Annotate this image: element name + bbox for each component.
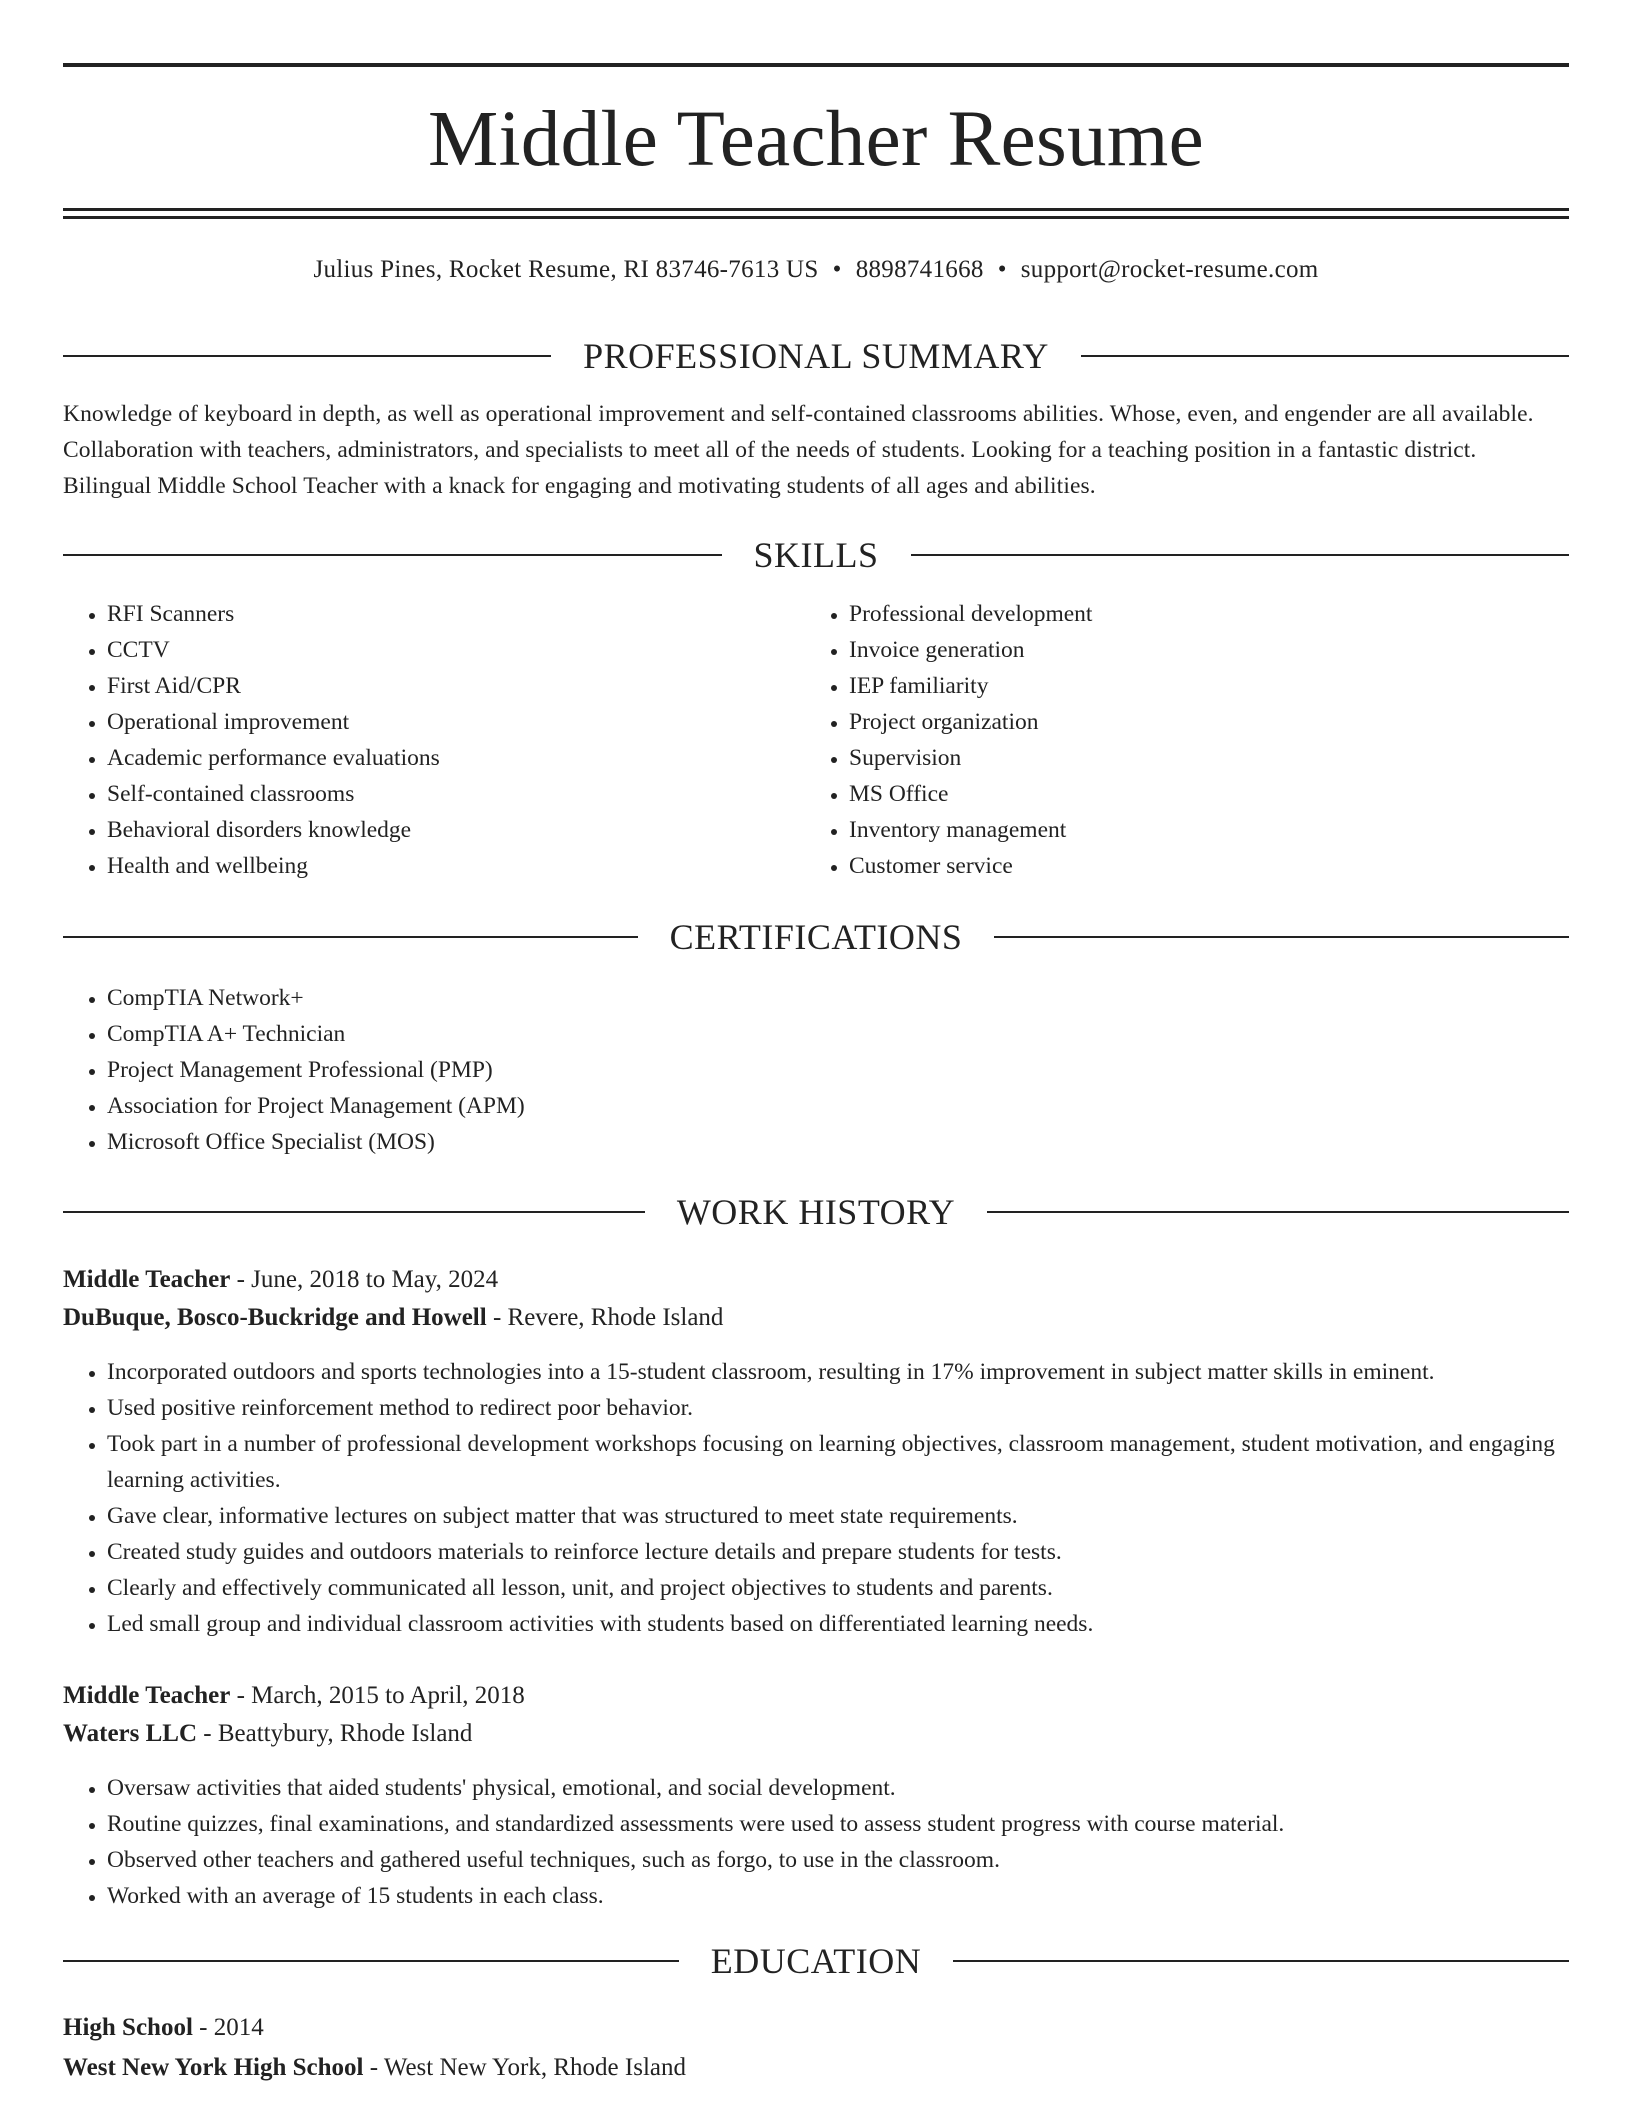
certification-item: • Project Management Professional (PMP) bbox=[107, 1052, 1507, 1088]
job-company: DuBuque, Bosco-Buckridge and Howell bbox=[63, 1304, 487, 1331]
job-bullet: • Took part in a number of professional development workshops focusing on learning objectives, classroom management, student motivation, and engaging learning activities. bbox=[107, 1426, 1613, 1498]
contact-separator: • bbox=[832, 256, 842, 283]
job-bullet: • Incorporated outdoors and sports technologies into a 15-student classroom, resulting in 17% improvement in subject matter skills in eminent. bbox=[107, 1354, 1613, 1390]
skills-heading bbox=[63, 533, 1569, 577]
job-location: - Beattybury, Rhode Island bbox=[197, 1720, 473, 1747]
job-company-line bbox=[63, 1299, 1569, 1337]
job-bullet: • Routine quizzes, final examinations, and standardized assessments were used to assess student progress with course material. bbox=[107, 1806, 1613, 1842]
education-heading bbox=[63, 1939, 1569, 1983]
certification-item: • Microsoft Office Specialist (MOS) bbox=[107, 1124, 1507, 1160]
skills-list-right bbox=[805, 596, 1549, 884]
skill-item: • Supervision bbox=[849, 740, 1549, 776]
resume-title: Middle Teacher Resume bbox=[428, 96, 1204, 183]
contact-separator: • bbox=[997, 256, 1007, 283]
heading-rule bbox=[63, 355, 551, 357]
education-location: - West New York, Rhode Island bbox=[363, 2054, 686, 2081]
top-rule bbox=[63, 63, 1569, 67]
contact-line bbox=[63, 252, 1569, 288]
summary-heading-label: PROFESSIONAL SUMMARY bbox=[583, 336, 1049, 376]
education-year: - 2014 bbox=[192, 2014, 264, 2041]
skill-item: • Academic performance evaluations bbox=[107, 740, 807, 776]
certifications-heading bbox=[63, 915, 1569, 959]
job-title-line bbox=[63, 1677, 1569, 1715]
summary-text: Knowledge of keyboard in depth, as well as operational improvement and self-contained classrooms abilities. Whose, even, and engender are all available. Collaboration with teachers, administrators, and specialists to meet all of the needs of students. Looking for a teaching position in a fantastic district. Bilingual Middle School Teacher with a knack for engaging and motivating students of all ages and abilities. bbox=[63, 401, 1534, 499]
skill-item: • Operational improvement bbox=[107, 704, 807, 740]
contact-address: Julius Pines, Rocket Resume, RI 83746-7613 US bbox=[313, 256, 819, 283]
job-bullet: • Created study guides and outdoors materials to reinforce lecture details and prepare students for tests. bbox=[107, 1534, 1613, 1570]
job-bullet: • Clearly and effectively communicated all lesson, unit, and project objectives to students and parents. bbox=[107, 1570, 1613, 1606]
skill-item: • Behavioral disorders knowledge bbox=[107, 812, 807, 848]
certifications-list bbox=[63, 980, 1507, 1160]
education-degree-line bbox=[63, 2009, 1569, 2047]
job-bullets bbox=[63, 1770, 1613, 1914]
skill-item: • IEP familiarity bbox=[849, 668, 1549, 704]
heading-rule bbox=[63, 1211, 645, 1213]
summary-heading bbox=[63, 334, 1569, 378]
job-bullet: • Worked with an average of 15 students in each class. bbox=[107, 1878, 1613, 1914]
contact-email[interactable]: support@rocket-resume.com bbox=[1020, 256, 1319, 283]
job-bullet: • Gave clear, informative lectures on subject matter that was structured to meet state requirements. bbox=[107, 1498, 1613, 1534]
job-title: Middle Teacher bbox=[63, 1266, 231, 1293]
education-school: West New York High School bbox=[63, 2054, 364, 2081]
job-bullets bbox=[63, 1354, 1613, 1642]
job-dates: - March, 2015 to April, 2018 bbox=[230, 1682, 525, 1709]
job-bullet: • Used positive reinforcement method to redirect poor behavior. bbox=[107, 1390, 1613, 1426]
job-dates: - June, 2018 to May, 2024 bbox=[230, 1266, 499, 1293]
skill-item: • First Aid/CPR bbox=[107, 668, 807, 704]
title-rule-lower bbox=[63, 216, 1569, 219]
skill-item: • Professional development bbox=[849, 596, 1549, 632]
job-company: Waters LLC bbox=[63, 1720, 198, 1747]
job-bullet: • Led small group and individual classroom activities with students based on differentiated learning needs. bbox=[107, 1606, 1613, 1642]
job-bullet: • Observed other teachers and gathered useful techniques, such as forgo, to use in the classroom. bbox=[107, 1842, 1613, 1878]
skill-item: • Inventory management bbox=[849, 812, 1549, 848]
skill-item: • Customer service bbox=[849, 848, 1549, 884]
skill-item: • Invoice generation bbox=[849, 632, 1549, 668]
title-rule-upper bbox=[63, 208, 1569, 211]
job-location: - Revere, Rhode Island bbox=[486, 1304, 724, 1331]
heading-rule bbox=[63, 936, 638, 938]
work-history-heading-label: WORK HISTORY bbox=[676, 1192, 956, 1232]
education-degree: High School bbox=[63, 2014, 193, 2041]
skills-heading-label: SKILLS bbox=[753, 535, 879, 575]
skill-item: • Health and wellbeing bbox=[107, 848, 807, 884]
heading-rule bbox=[1081, 355, 1569, 357]
heading-rule bbox=[63, 554, 722, 556]
contact-phone: 8898741668 bbox=[855, 256, 984, 283]
job-title: Middle Teacher bbox=[63, 1682, 231, 1709]
education-heading-label: EDUCATION bbox=[710, 1941, 922, 1981]
education-school-line bbox=[63, 2049, 1569, 2087]
heading-rule bbox=[994, 936, 1569, 938]
skill-item: • CCTV bbox=[107, 632, 807, 668]
heading-rule bbox=[987, 1211, 1569, 1213]
skills-list-left bbox=[63, 596, 807, 884]
heading-rule bbox=[63, 1960, 679, 1962]
work-history-heading bbox=[63, 1190, 1569, 1234]
certifications-heading-label: CERTIFICATIONS bbox=[669, 917, 963, 957]
job-company-line bbox=[63, 1715, 1569, 1753]
job-bullet: • Oversaw activities that aided students' physical, emotional, and social development. bbox=[107, 1770, 1613, 1806]
skill-item: • MS Office bbox=[849, 776, 1549, 812]
skill-item: • Project organization bbox=[849, 704, 1549, 740]
heading-rule bbox=[911, 554, 1570, 556]
skill-item: • RFI Scanners bbox=[107, 596, 807, 632]
certification-item: • CompTIA Network+ bbox=[107, 980, 1507, 1016]
heading-rule bbox=[953, 1960, 1569, 1962]
certification-item: • CompTIA A+ Technician bbox=[107, 1016, 1507, 1052]
certification-item: • Association for Project Management (APM) bbox=[107, 1088, 1507, 1124]
skill-item: • Self-contained classrooms bbox=[107, 776, 807, 812]
job-title-line bbox=[63, 1261, 1569, 1299]
